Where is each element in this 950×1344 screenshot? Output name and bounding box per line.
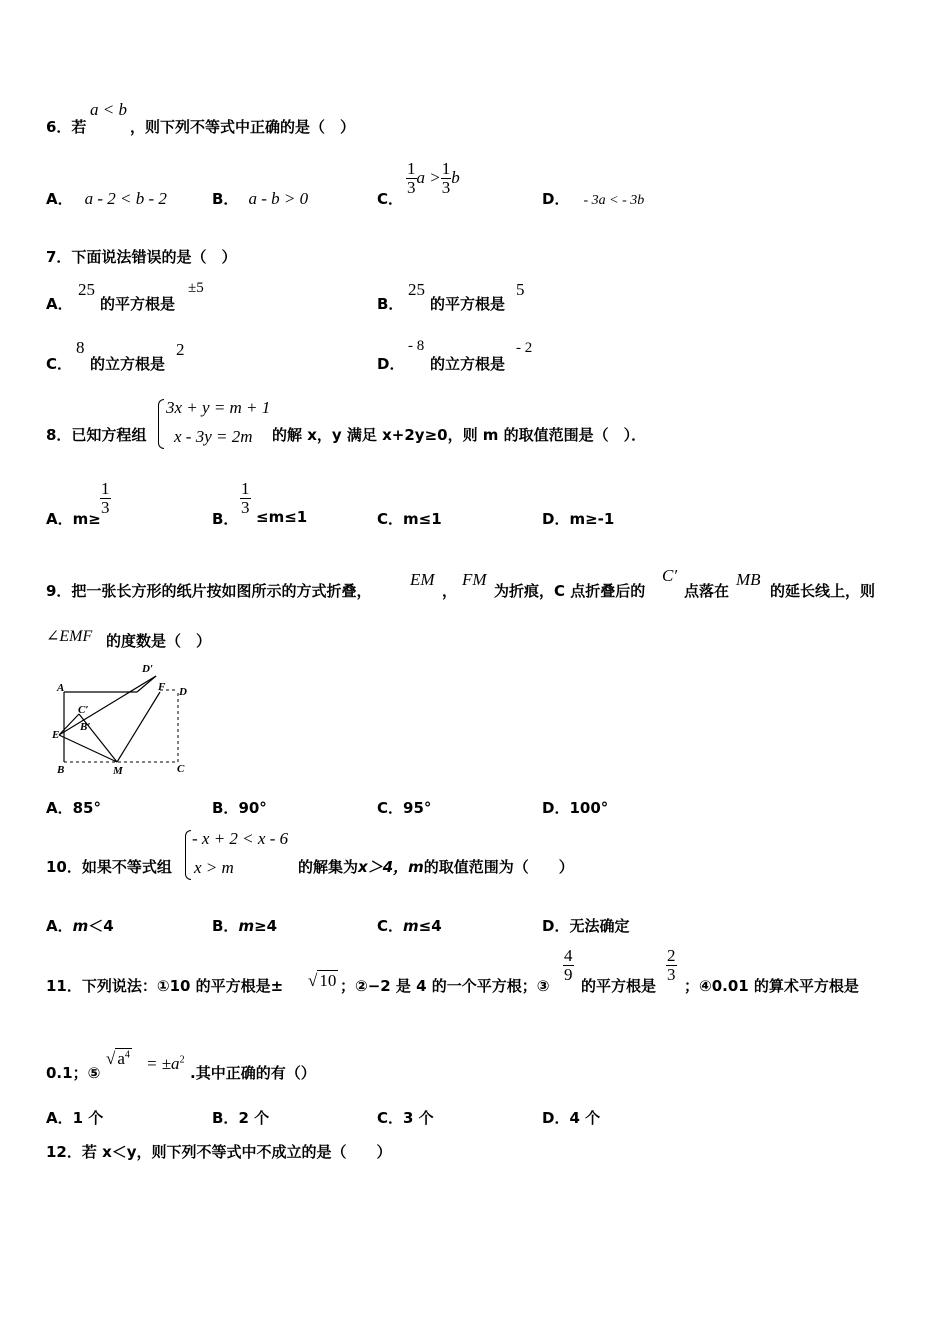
q6-option-a: A． a - 2 < b - 2: [46, 189, 167, 208]
q9-option-d: D．100°: [542, 799, 609, 817]
q8-option-a-label: A．m≥: [46, 510, 101, 528]
fig-label-d: D: [179, 686, 187, 698]
q11-stem-4: ；④0.01 的算术平方根是: [684, 977, 859, 995]
q8-option-c: C．m≤1: [377, 510, 442, 528]
q12-stem: 12．若 x＜y，则下列不等式中不成立的是（ ）: [46, 1143, 392, 1161]
q8-prefix: 8．已知方程组: [46, 426, 147, 444]
q10-option-c: C．m≤4: [377, 917, 442, 935]
fig-label-b: B: [57, 764, 65, 776]
q11-option-d: D．4 个: [542, 1109, 601, 1127]
q6-stem-suffix: ，则下列不等式中正确的是（ ）: [130, 118, 356, 136]
q7-option-c-num: 8: [76, 338, 85, 357]
q9-stem-5: 的度数是（ ）: [106, 632, 212, 650]
q11-frac-2-3: $\frac{2}{3}$: [667, 946, 676, 984]
q9-figure: [44, 658, 194, 778]
q11-stem-5: 0.1；⑤: [46, 1064, 101, 1082]
q10-brace: [185, 830, 191, 880]
q7-option-c-ans: 2: [176, 340, 185, 359]
q9-mb: MB: [736, 570, 761, 589]
fig-label-c: C: [177, 763, 185, 775]
q8-suffix: 的解 x，y 满足 x+2y≥0，则 m 的取值范围是（ ）．: [272, 426, 647, 444]
q11-frac-4-9: $\frac{4}{9}$: [564, 946, 573, 984]
fig-label-cprime: C′: [78, 704, 89, 716]
q6-option-b: B． a - b > 0: [212, 189, 309, 208]
q8-option-b-label: B．: [212, 510, 239, 528]
q7-option-c-label: C．: [46, 355, 73, 373]
q7-option-b-num: 25: [408, 280, 425, 299]
q9-cprime: C′: [662, 566, 678, 585]
q6-option-d: D． - 3a < - 3b: [542, 190, 645, 208]
q11-stem-1: 11．下列说法：①10 的平方根是±: [46, 977, 284, 995]
q8-brace: [158, 399, 164, 449]
fig-label-dprime: D′: [142, 663, 154, 675]
q9-stem-2: 为折痕，C 点折叠后的: [494, 582, 646, 600]
fig-label-bprime: B′: [80, 721, 91, 733]
q9-option-a: A．85°: [46, 799, 101, 817]
q7-option-b-label: B．: [377, 295, 404, 313]
q8-option-b-text: ≤m≤1: [256, 508, 308, 526]
q9-option-b: B．90°: [212, 799, 267, 817]
q8-equation-2: x - 3y = 2m: [174, 427, 253, 446]
q7-option-b-ans: 5: [516, 280, 525, 299]
q7-option-d-ans: - 2: [516, 340, 533, 356]
q8-equation-1: 3x + y = m + 1: [166, 398, 271, 417]
fig-label-m: M: [113, 765, 123, 777]
q10-inequality-1: - x + 2 < x - 6: [192, 829, 289, 848]
q7-option-d-num: - 8: [408, 338, 425, 354]
q10-option-d: D．无法确定: [542, 917, 630, 935]
q9-option-c: C．95°: [377, 799, 432, 817]
fig-label-f: F: [158, 681, 166, 693]
q10-inequality-2: x > m: [194, 858, 234, 877]
q7-option-a-num: 25: [78, 280, 95, 299]
q11-sqrt10: √ 10: [308, 971, 337, 990]
q8-option-b-frac: $\frac{1}{3}$: [241, 479, 250, 517]
q7-option-a-ans: ±5: [188, 280, 204, 296]
q6-option-c-expr: $\frac{1}{3}$ a > $\frac{1}{3}$ b: [407, 159, 460, 197]
fig-label-e: E: [52, 729, 60, 741]
q11-equation: = $\pm a^2$: [146, 1054, 185, 1073]
q7-option-d-label: D．: [377, 355, 405, 373]
q11-option-c: C．3 个: [377, 1109, 434, 1127]
q9-comma: ，: [442, 582, 458, 600]
q10-option-a: A．m＜4: [46, 917, 114, 935]
q7-stem: 7．下面说法错误的是（ ）: [46, 248, 237, 266]
q7-option-d-text: 的立方根是: [430, 355, 506, 373]
q11-stem-6: .其中正确的有（）: [190, 1064, 316, 1082]
q8-option-a-frac: $\frac{1}{3}$: [101, 479, 110, 517]
q9-em: EM: [410, 570, 435, 589]
q6-option-c-label: C．: [377, 190, 404, 208]
q11-stem-3: 的平方根是: [581, 977, 657, 995]
q6-stem: 6．若: [46, 118, 87, 136]
fig-label-a: A: [57, 682, 65, 694]
q9-stem-1: 9．把一张长方形的纸片按如图所示的方式折叠，: [46, 582, 372, 600]
q10-prefix: 10．如果不等式组: [46, 858, 172, 876]
q9-stem-4: 的延长线上，则: [770, 582, 876, 600]
q8-option-d: D．m≥-1: [542, 510, 615, 528]
q11-option-b: B．2 个: [212, 1109, 270, 1127]
q10-option-b: B．m≥4: [212, 917, 278, 935]
q11-option-a: A．1 个: [46, 1109, 104, 1127]
q11-radical: √ $a^4$: [106, 1049, 130, 1068]
q10-suffix: 的解集为x＞4，m的取值范围为（ ）: [298, 858, 574, 876]
q6-condition: a < b: [90, 100, 127, 119]
q7-option-a-label: A．: [46, 295, 73, 313]
q9-angle: ∠EMF: [46, 628, 93, 645]
q9-stem-3: 点落在: [684, 582, 730, 600]
q7-option-a-text: 的平方根是: [100, 295, 176, 313]
q7-option-b-text: 的平方根是: [430, 295, 506, 313]
q11-stem-2: ；②−2 是 4 的一个平方根；③: [340, 977, 550, 995]
q7-option-c-text: 的立方根是: [90, 355, 166, 373]
q9-fm: FM: [462, 570, 487, 589]
